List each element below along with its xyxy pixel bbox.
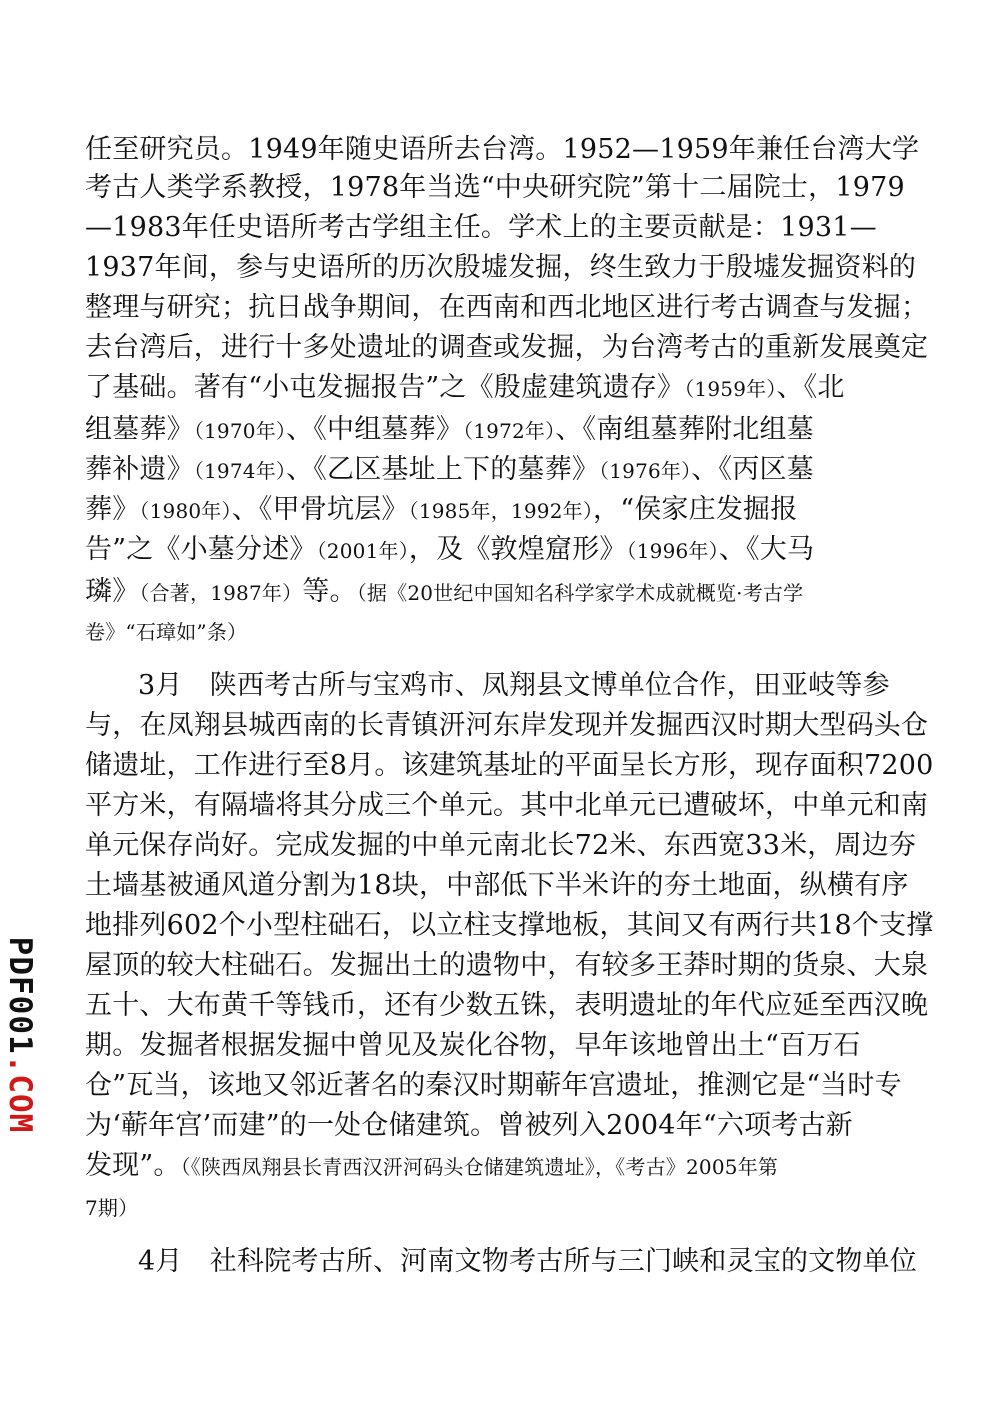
text-line [85,1146,778,1186]
text-line [85,706,928,746]
text-line [85,410,814,450]
text-line [85,786,928,826]
year-note: （1974年） [193,459,287,483]
line-text: 去台湾后，进行十多处遗址的调查或发掘，为台湾考古的重新发展奠定 [85,332,929,363]
text-line [85,530,814,570]
text-line [85,130,919,170]
line-text: 1937年间，参与史语所的历次殷墟发掘，终生致力于殷墟发掘资料的 [85,252,917,283]
line-text: 、《乙区基址上下的墓葬》 [286,454,600,485]
line-text: 、《中组墓葬》 [286,414,464,445]
line-text: 、《大马 [718,534,815,565]
text-line [85,1066,902,1106]
line-text: 等。 [302,576,357,607]
line-text: 为‘蕲年宫’而建”的一处仓储建筑。曾被列入2004年“六项考古新 [85,1110,853,1141]
source-note-line [85,612,247,652]
text-line [85,208,877,248]
line-text: ，及《敦煌窟形》 [408,534,627,565]
entry-heading-line [138,1242,917,1282]
line-text: 平方米，有隔墙将其分成三个单元。其中北单元已遭破坏，中单元和南 [85,790,929,821]
text-line [85,866,909,906]
year-note: （1959年） [684,377,777,401]
year-note: （1970年） [193,419,287,443]
text-line [85,328,928,368]
text-line [85,986,928,1026]
watermark-text [2,937,38,1134]
text-line [85,368,845,408]
line-text: 单元保存尚好。完成发掘的中单元南北长72米、东西宽33米，周边夯 [85,830,917,861]
line-text: 了基础。著有“小屯发掘报告”之《殷虚建筑遗存》 [85,372,685,403]
line-text: 3月 陕西考古所与宝鸡市、凤翔县文博单位合作，田亚岐等参 [138,670,890,701]
line-text: ，“侯家庄发掘报 [593,494,798,525]
source-note: 卷》“石璋如”条） [85,620,248,644]
year-note: （1976年） [599,459,692,483]
line-text: 五十、大布黄千等钱币，还有少数五铢，表明遗址的年代应延至西汉晚 [85,990,929,1021]
text-line [85,248,916,288]
year-note: （1996年） [626,539,719,563]
line-text: 考古人类学系教授，1978年当选“中央研究院”第十二届院士，1979 [85,172,905,203]
text-line [85,168,905,208]
text-line [85,906,934,946]
source-note-line [85,1188,138,1228]
line-text: 仓”瓦当，该地又邻近著名的秦汉时期蕲年宫遗址，推测它是“当时专 [85,1070,902,1101]
line-text: 屋顶的较大柱础石。发掘出土的遗物中，有较多王莽时期的货泉、大泉 [85,950,929,981]
text-line [85,946,928,986]
text-line [85,1026,861,1066]
year-note: （1980年） [139,499,232,523]
line-text: 、《南组墓葬附北组墓 [555,414,814,445]
line-text: 整理与研究；抗日战争期间，在西南和西北地区进行考古调查与发掘； [85,292,929,323]
line-text: 地排列602个小型柱础石，以立柱支撑地板，其间又有两行共18个支撑 [85,910,934,941]
text-line [85,450,814,490]
line-text: 、《北 [776,372,845,403]
watermark-part2: .COM [2,1054,38,1134]
year-note: （1972年） [463,419,556,443]
text-line [85,826,916,866]
text-line [85,572,803,612]
line-text: 期。发掘者根据发掘中曾见及炭化谷物，早年该地曾出土“百万石 [85,1030,861,1061]
line-text: 土墙基被通风道分割为18块，中部低下半米许的夯土地面，纵横有序 [85,870,909,901]
line-text: 、《丙区墓 [691,454,814,485]
source-note: （据《20世纪中国知名科学家学术成就概览·考古学 [356,581,804,605]
watermark [0,920,40,1150]
line-text: 璘》 [85,576,140,607]
text-line [85,288,928,328]
line-text: 发现”。 [85,1150,181,1181]
line-text: —1983年任史语所考古学组主任。学术上的主要贡献是：1931— [85,212,877,243]
line-text: 葬补遗》 [85,454,194,485]
line-text: 储遗址，工作进行至8月。该建筑基址的平面呈长方形，现存面积7200 [85,750,934,781]
year-note: （1985年，1992年） [408,499,594,523]
year-note: （2001年） [316,539,409,563]
line-text: 、《甲骨坑层》 [231,494,409,525]
line-text: 组墓葬》 [85,414,194,445]
watermark-part1: PDF001 [2,936,38,1055]
line-text: 葬》 [85,494,140,525]
line-text: 4月 社科院考古所、河南文物考古所与三门峡和灵宝的文物单位 [138,1246,917,1277]
source-note: 7期） [85,1196,139,1220]
line-text: 告”之《小墓分述》 [85,534,317,565]
line-text: 任至研究员。1949年随史语所去台湾。1952—1959年兼任台湾大学 [85,134,920,165]
text-line [85,1106,853,1146]
source-note: （《陕西凤翔县长青西汉汧河码头仓储建筑遗址》，《考古》2005年第 [180,1155,779,1179]
text-line [85,490,797,530]
entry-heading-line [138,666,890,706]
line-text: 与，在凤翔县城西南的长青镇汧河东岸发现并发掘西汉时期大型码头仓 [85,710,929,741]
text-line [85,746,934,786]
year-note: （合著，1987年） [139,581,303,605]
